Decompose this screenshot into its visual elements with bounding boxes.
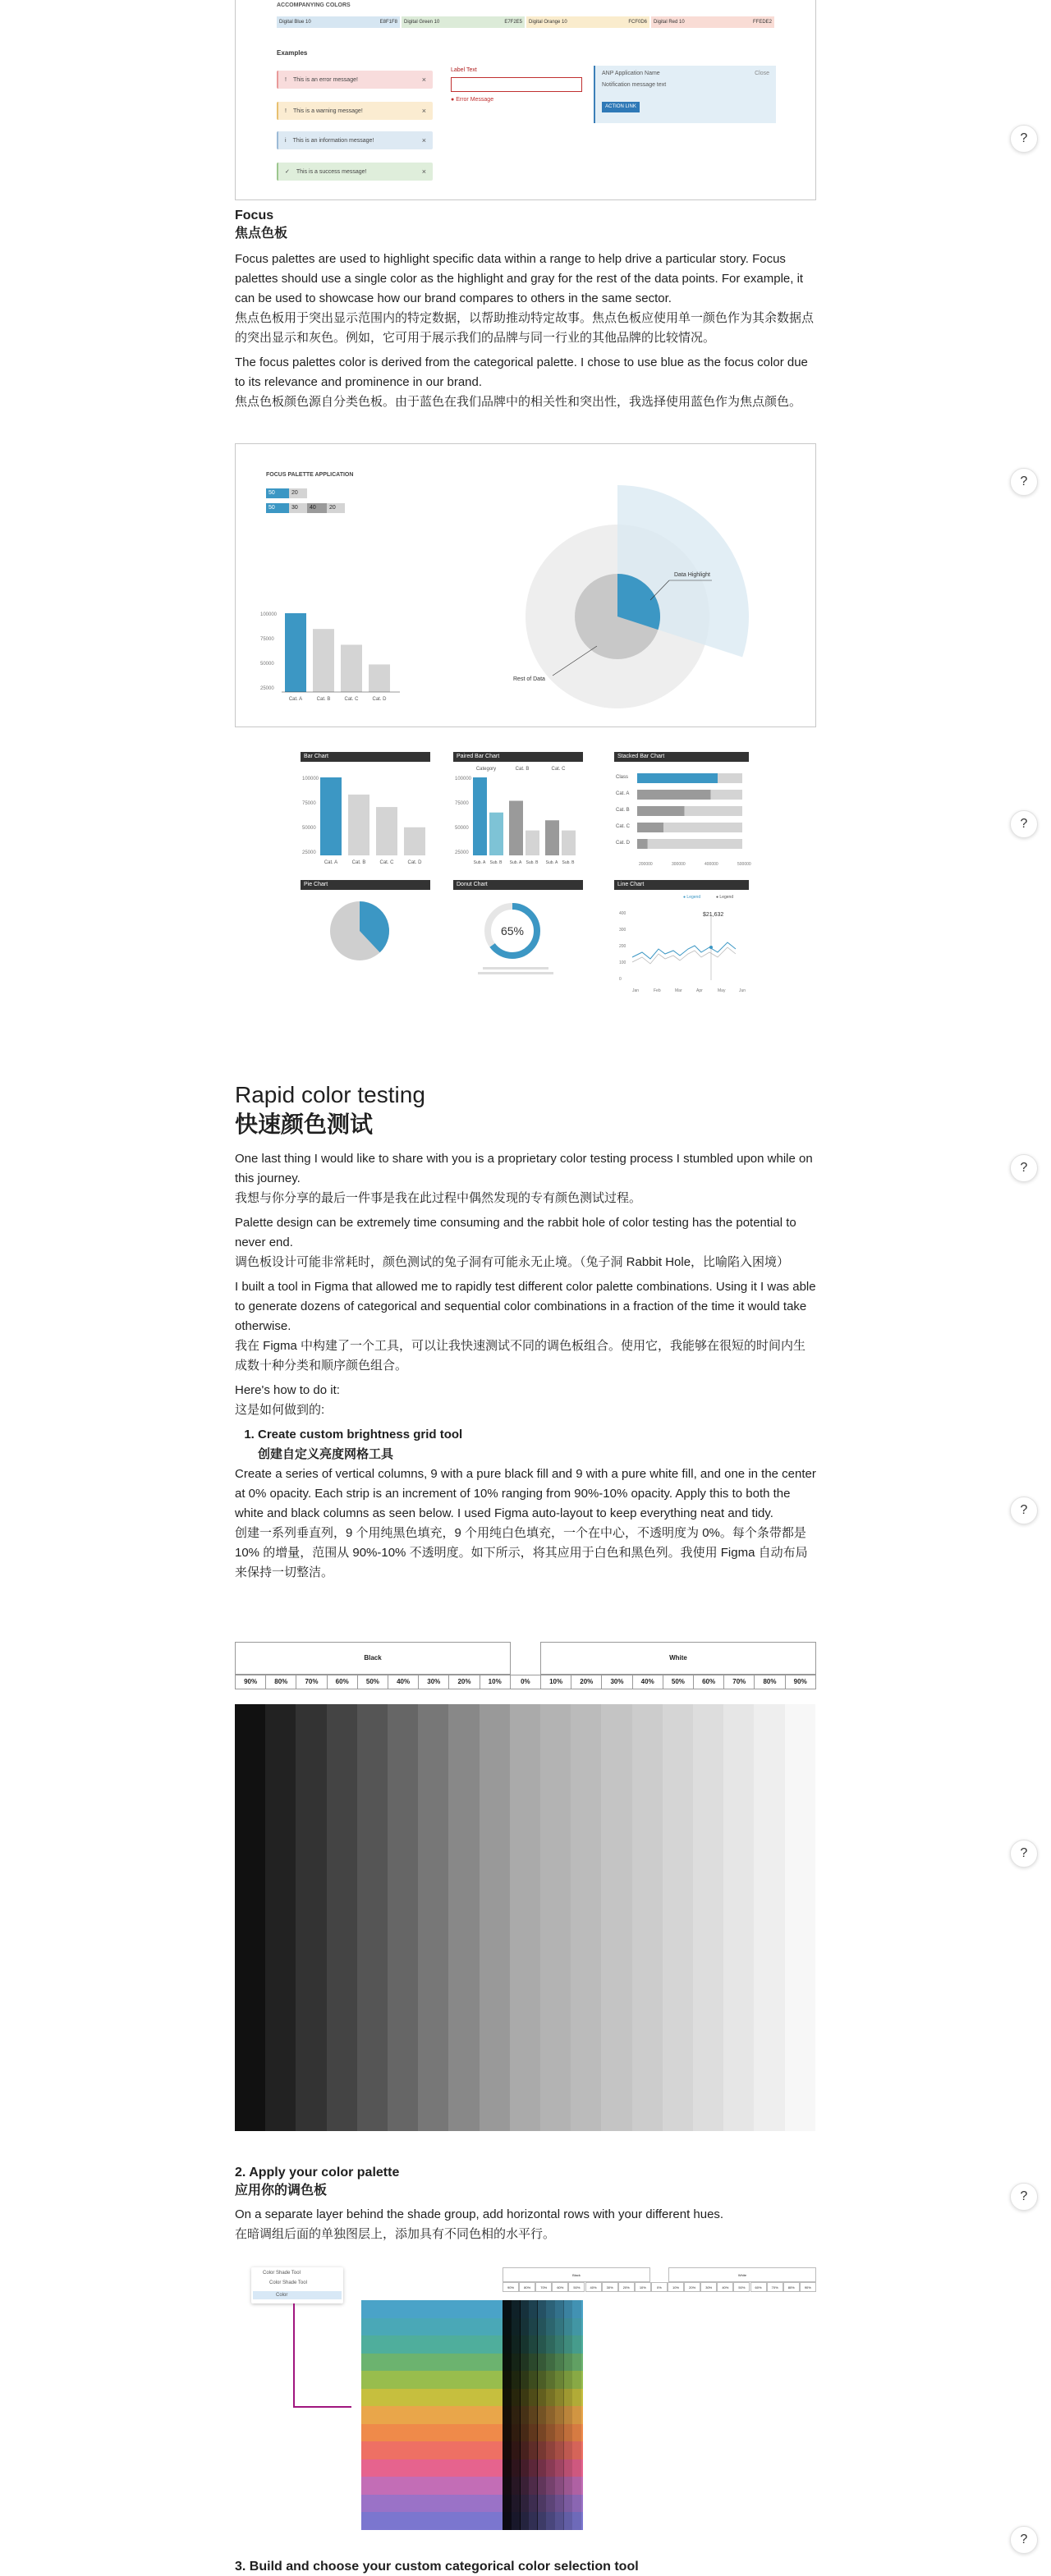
- y-tick-label: 100000: [302, 777, 319, 782]
- swatch-hex: FFEDE2: [752, 20, 772, 25]
- mini-paired-chart: [453, 763, 585, 870]
- opacity-column-header: 30%: [602, 2282, 618, 2292]
- shade-overlay: [503, 2300, 512, 2530]
- text-input-error[interactable]: [451, 77, 582, 92]
- bar: [637, 839, 648, 849]
- shade-overlay: [512, 2300, 521, 2530]
- accompanying-colors-title: ACCOMPANYING COLORS: [277, 2, 351, 8]
- focus-p1-en: Focus palettes are used to highlight specific data within a range to help drive a particular story. Focus palettes should use a single color as the highlight and gray for the rest of the data points. For example, it can be used to showcase how our brand compares to others in the same sector.: [235, 252, 804, 305]
- focus-p1-zh: 焦点色板用于突出显示范围内的特定数据，以帮助推动特定故事。焦点色板应使用单一颜色作为其余数据点的突出显示和灰色。例如，它可用于展示我们的品牌与同一行业的其他品牌的比较情况。: [235, 311, 815, 345]
- opacity-column-header: 30%: [700, 2282, 717, 2292]
- opacity-column-header: 70%: [535, 2282, 552, 2292]
- help-button[interactable]: ?: [1010, 125, 1038, 153]
- shade-overlay: [555, 2300, 564, 2530]
- y-tick-label: 75000: [260, 637, 274, 642]
- x-tick-label: May: [718, 988, 726, 993]
- shade-overlay: [529, 2300, 538, 2530]
- opacity-strip: [480, 1704, 511, 2131]
- bar: [526, 831, 539, 855]
- bar: [376, 807, 397, 855]
- bar: [489, 813, 503, 855]
- focus-bar-2-a: 50: [266, 503, 289, 513]
- opacity-column-header: 50%: [733, 2282, 750, 2292]
- rapid-p6-zh: 在暗调组后面的单独图层上，添加具有不同色相的水平行。: [235, 2227, 556, 2241]
- alert-message: [277, 163, 433, 181]
- opacity-strip: [235, 1704, 266, 2131]
- opacity-strip: [418, 1704, 449, 2131]
- alert-text: This is a warning message!: [292, 108, 363, 114]
- close-icon[interactable]: ×: [421, 167, 426, 176]
- color-swatch: [277, 16, 400, 28]
- opacity-strip: [663, 1704, 694, 2131]
- opacity-column-header: 60%: [693, 1675, 724, 1689]
- caption-line: [478, 972, 553, 974]
- focus-title-zh: 焦点色板: [235, 227, 288, 241]
- opacity-column-header: 70%: [767, 2282, 783, 2292]
- palette-preview: [235, 2266, 816, 2533]
- bar-chart-title: Bar Chart: [301, 752, 430, 762]
- hue-rows: [361, 2300, 583, 2530]
- focus-p2-en: The focus palettes color is derived from the categorical palette. I chose to use blue as the focus color due to its relevance and prominence in our brand.: [235, 355, 808, 389]
- bar: [663, 823, 742, 832]
- step-1: [258, 1425, 816, 1464]
- opacity-column-header: 10%: [668, 2282, 684, 2292]
- close-icon[interactable]: ×: [421, 136, 426, 144]
- shade-overlay: [563, 2300, 572, 2530]
- y-tick-label: 25000: [455, 850, 469, 855]
- step3-section: [235, 2558, 816, 2576]
- alert-text: This is a success message!: [296, 168, 367, 175]
- x-tick-label: Cat. B: [316, 697, 331, 702]
- rapid-title-zh: 快速颜色测试: [235, 1112, 374, 1137]
- rapid-p5-en: Create a series of vertical columns, 9 with a pure black fill and 9 with a pure white fill, and one in the center at 0% opacity. Each strip is an increment of 10% ranging from 90%-10% opacity. Apply this to both the white and black columns as seen below. I used Figma auto-layout to keep everything neat and tidy.: [235, 1467, 816, 1520]
- opacity-column-header: 50%: [663, 1675, 694, 1689]
- opacity-column-header: 90%: [785, 1675, 816, 1689]
- opacity-column-header: 80%: [519, 2282, 535, 2292]
- opacity-column-header: 30%: [601, 1675, 632, 1689]
- caption-line: [483, 967, 548, 969]
- notification-panel: [594, 66, 776, 123]
- opacity-column-header: 0%: [651, 2282, 668, 2292]
- layer-1[interactable]: Color Shade Tool: [269, 2280, 307, 2285]
- x-tick-label: Sub. B: [562, 860, 575, 865]
- x-tick-label: Cat. C: [379, 860, 394, 865]
- brightness-grid: [235, 1642, 816, 2131]
- x-tick-label: Sub. B: [526, 860, 539, 865]
- y-tick-label: Cat. B: [616, 808, 630, 813]
- group-label: Category: [475, 767, 497, 772]
- opacity-column-header: 70%: [723, 1675, 755, 1689]
- step2-section: [235, 2164, 816, 2249]
- focus-application-frame: [235, 443, 816, 727]
- shade-overlay: [572, 2300, 581, 2530]
- x-tick-label: Cat. A: [324, 860, 338, 865]
- y-tick-label: 50000: [302, 826, 316, 831]
- opacity-strip: [296, 1704, 327, 2131]
- focus-title-en: Focus: [235, 209, 274, 222]
- error-message-text: Error Message: [456, 97, 494, 103]
- y-tick-label: 75000: [302, 801, 316, 806]
- opacity-column-header: 60%: [750, 2282, 767, 2292]
- opacity-strip: [601, 1704, 632, 2131]
- help-button[interactable]: ?: [1010, 1840, 1038, 1868]
- x-tick-label: Sub. A: [509, 860, 522, 865]
- opacity-strip: [388, 1704, 419, 2131]
- bar: [637, 790, 711, 800]
- opacity-strip: [540, 1704, 571, 2131]
- opacity-column-header: 10%: [635, 2282, 651, 2292]
- y-tick-label: 300: [619, 928, 626, 933]
- color-swatch: [651, 16, 774, 28]
- mini-line-chart: [614, 892, 754, 998]
- black-group-label: Black: [235, 1642, 511, 1675]
- x-tick-label: Sub. A: [473, 860, 486, 865]
- focus-app-title: FOCUS PALETTE APPLICATION: [266, 472, 354, 478]
- rapid-p2-en: Palette design can be extremely time consuming and the rabbit hole of color testing has the potential to never end.: [235, 1216, 796, 1249]
- step-1-en: Create custom brightness grid tool: [258, 1428, 463, 1442]
- step-1-zh: 创建自定义亮度网格工具: [258, 1447, 394, 1461]
- mini-bar-chart: [301, 763, 432, 870]
- error-icon: ●: [451, 97, 455, 103]
- rapid-p6-en: On a separate layer behind the shade group, add horizontal rows with your different hues.: [235, 2207, 724, 2221]
- bar: [285, 613, 306, 692]
- color-swatch: [402, 16, 525, 28]
- x-tick-label: Feb: [654, 988, 661, 993]
- alert-text: This is an information message!: [292, 137, 374, 144]
- x-tick-label: Apr: [696, 988, 703, 993]
- x-tick-label: Cat. D: [407, 860, 422, 865]
- alert-icon: !: [285, 76, 287, 83]
- swatch-name: Digital Red 10: [654, 20, 685, 25]
- bar: [404, 827, 425, 855]
- help-button[interactable]: ?: [1010, 810, 1038, 838]
- opacity-column-header: 20%: [618, 2282, 635, 2292]
- y-tick-label: Cat. D: [616, 841, 631, 846]
- examples-title: Examples: [277, 49, 308, 57]
- ui-kit-frame: [235, 0, 816, 200]
- focus-bar-1-a: 50: [266, 488, 289, 498]
- x-tick-label: Jan: [632, 988, 640, 993]
- swatch-name: Digital Blue 10: [279, 20, 311, 25]
- opacity-strip: [754, 1704, 785, 2131]
- focus-bar-chart: [260, 592, 425, 707]
- layer-0[interactable]: Color Shade Tool: [263, 2271, 301, 2276]
- y-tick-label: 0: [619, 977, 622, 982]
- step3-title: 3. Build and choose your custom categorical color selection tool: [235, 2560, 639, 2574]
- rapid-p3-en: I built a tool in Figma that allowed me to rapidly test different color palette combinations. Using it I was able to generate dozens of categorical and sequential color combinations in a fraction of the time it would take otherwise.: [235, 1280, 816, 1333]
- close-icon[interactable]: ×: [421, 107, 426, 115]
- rest-of-data-label: Rest of Data: [513, 676, 545, 682]
- opacity-strip: [510, 1704, 541, 2131]
- alert-message: [277, 71, 433, 89]
- data-point: [709, 946, 713, 949]
- focus-bar-2: [266, 503, 345, 513]
- opacity-strip: [327, 1704, 358, 2131]
- opacity-column-header: 90%: [800, 2282, 816, 2292]
- opacity-column-header: 60%: [327, 1675, 358, 1689]
- help-button[interactable]: ?: [1010, 1497, 1038, 1524]
- help-button[interactable]: ?: [1010, 468, 1038, 496]
- opacity-column-header: 40%: [388, 1675, 419, 1689]
- help-button[interactable]: ?: [1010, 2526, 1038, 2554]
- rapid-p5-zh: 创建一系列垂直列，9 个用纯黑色填充，9 个用纯白色填充，一个在中心，不透明度为 0%。每个条带都是 10% 的增量，范围从 90%-10% 不透明度。如下所示，将其应用于白色和黑色列。我使用 Figma 自动布局来保持一切整洁。: [235, 1526, 808, 1579]
- mini-stacked-chart: [614, 763, 754, 870]
- opacity-column-header: 80%: [783, 2282, 800, 2292]
- close-link[interactable]: Close: [755, 71, 769, 76]
- legend-item: ● Legend: [716, 895, 734, 900]
- x-tick-label: 200000: [639, 862, 653, 867]
- bar: [718, 773, 742, 783]
- x-tick-label: Mar: [675, 988, 682, 993]
- group-label: Cat. B: [515, 767, 530, 772]
- opacity-column-header: 90%: [503, 2282, 519, 2292]
- opacity-strip: [357, 1704, 388, 2131]
- stacked-chart-title: Stacked Bar Chart: [614, 752, 749, 762]
- bar: [637, 773, 718, 783]
- swatch-hex: E8F1F8: [379, 20, 397, 25]
- x-tick-label: Cat. B: [351, 860, 366, 865]
- close-icon[interactable]: ×: [421, 76, 426, 84]
- alert-icon: i: [285, 137, 287, 144]
- opacity-strip: [785, 1704, 816, 2131]
- shade-overlay: [546, 2300, 555, 2530]
- opacity-strip: [693, 1704, 724, 2131]
- bar: [637, 806, 685, 816]
- focus-bar-2-b: 30: [289, 503, 307, 513]
- y-tick-label: Cat. C: [616, 824, 631, 829]
- opacity-column-header: 70%: [296, 1675, 327, 1689]
- x-tick-label: Sub. B: [489, 860, 503, 865]
- opacity-column-header: 50%: [568, 2282, 585, 2292]
- help-button[interactable]: ?: [1010, 2183, 1038, 2211]
- error-message: [451, 97, 493, 103]
- opacity-column-header: 20%: [684, 2282, 700, 2292]
- y-tick-label: 100: [619, 960, 626, 965]
- layer-2[interactable]: Color: [253, 2291, 342, 2299]
- pie-chart-title: Pie Chart: [301, 880, 430, 890]
- paired-chart-title: Paired Bar Chart: [453, 752, 583, 762]
- swatch-name: Digital Green 10: [404, 20, 440, 25]
- y-tick-label: Cat. A: [616, 791, 630, 796]
- y-tick-label: 50000: [455, 826, 469, 831]
- focus-section: [235, 207, 816, 417]
- focus-bar-1-b: 20: [289, 488, 307, 498]
- opacity-column-header: 10%: [480, 1675, 511, 1689]
- bar: [369, 664, 390, 692]
- alert-text: This is an error message!: [292, 76, 358, 83]
- app-name: ANP Application Name: [602, 71, 660, 76]
- swatch-row: [277, 16, 776, 28]
- x-tick-label: Jun: [739, 988, 746, 993]
- bar: [313, 629, 334, 692]
- bar: [509, 801, 523, 856]
- rapid-title-en: Rapid color testing: [235, 1082, 425, 1107]
- alert-message: [277, 131, 433, 149]
- color-swatch: [526, 16, 649, 28]
- rapid-p3-zh: 我在 Figma 中构建了一个工具，可以让我快速测试不同的调色板组合。使用它，我能够在很短的时间内生成数十种分类和顺序颜色组合。: [235, 1339, 806, 1373]
- y-tick-label: 50000: [260, 662, 274, 667]
- rapid-p4-zh: 这是如何做到的:: [235, 1403, 325, 1417]
- opacity-column-header: 80%: [754, 1675, 785, 1689]
- bar: [711, 790, 742, 800]
- help-button[interactable]: ?: [1010, 1154, 1038, 1182]
- opacity-strip: [265, 1704, 296, 2131]
- x-tick-label: 300000: [672, 862, 686, 867]
- bar: [637, 823, 663, 832]
- group-label: Cat. C: [551, 767, 566, 772]
- data-highlight-label: Data Highlight: [674, 572, 710, 578]
- opacity-column-header: 40%: [632, 1675, 663, 1689]
- y-tick-label: 100000: [455, 777, 472, 782]
- x-tick-label: Cat. A: [288, 697, 303, 702]
- alert-icon: ✓: [285, 169, 290, 175]
- rapid-p1-zh: 我想与你分享的最后一件事是我在此过程中偶然发现的专有颜色测试过程。: [235, 1191, 642, 1205]
- layers-panel: [251, 2267, 343, 2303]
- opacity-strip: [723, 1704, 755, 2131]
- rapid-p2-zh: 调色板设计可能非常耗时，颜色测试的兔子洞有可能永无止境。（兔子洞 Rabbit Hole，比喻陷入困境）: [235, 1255, 790, 1269]
- line-chart-title: Line Chart: [614, 880, 749, 890]
- mini-pie-chart: [301, 892, 432, 982]
- bar: [545, 820, 559, 855]
- y-tick-label: 200: [619, 944, 626, 949]
- y-tick-label: 25000: [260, 686, 274, 691]
- opacity-column-header: 30%: [418, 1675, 449, 1689]
- white-group-label: White: [668, 2267, 816, 2282]
- opacity-column-header: 40%: [585, 2282, 602, 2292]
- opacity-column-header: 20%: [571, 1675, 602, 1689]
- focus-bar-2-c: 40: [307, 503, 327, 513]
- step2-title-en: 2. Apply your color palette: [235, 2166, 400, 2180]
- x-tick-label: 500000: [737, 862, 751, 867]
- opacity-strip: [448, 1704, 480, 2131]
- black-group-label: Black: [503, 2267, 650, 2282]
- steps-list: [235, 1425, 816, 1464]
- opacity-column-header: 80%: [265, 1675, 296, 1689]
- y-tick-label: 25000: [302, 850, 316, 855]
- label-text: Label Text: [451, 67, 477, 73]
- opacity-strip: [571, 1704, 602, 2131]
- bar: [348, 795, 369, 855]
- legend-item: ● Legend: [683, 895, 701, 900]
- rapid-p1-en: One last thing I would like to share with you is a proprietary color testing process I stumbled upon while on this journey.: [235, 1152, 813, 1185]
- x-tick-label: Sub. A: [545, 860, 558, 865]
- alert-icon: !: [285, 108, 287, 114]
- notification-text: Notification message text: [602, 82, 667, 88]
- mini-grid-header: [503, 2267, 816, 2300]
- opacity-column-header: 60%: [552, 2282, 568, 2292]
- y-tick-label: 100000: [260, 612, 278, 617]
- bar: [648, 839, 742, 849]
- action-link-button[interactable]: ACTION LINK: [602, 102, 640, 112]
- white-group-label: White: [540, 1642, 816, 1675]
- shade-overlay: [520, 2300, 529, 2530]
- opacity-column-header: 20%: [448, 1675, 480, 1689]
- y-tick-label: 75000: [455, 801, 469, 806]
- rapid-section: [235, 1080, 816, 1588]
- bar: [320, 777, 342, 855]
- focus-pie-chart: [513, 461, 786, 707]
- bar: [562, 831, 576, 855]
- rapid-p4-en: Here's how to do it:: [235, 1383, 340, 1397]
- opacity-column-header: 0%: [510, 1675, 541, 1689]
- opacity-column-header: 10%: [540, 1675, 571, 1689]
- alert-message: [277, 102, 433, 120]
- opacity-column-header: 50%: [357, 1675, 388, 1689]
- bar: [341, 644, 362, 692]
- opacity-column-header: 40%: [717, 2282, 733, 2292]
- y-tick-label: Class: [616, 775, 629, 780]
- opacity-strip: [632, 1704, 663, 2131]
- tooltip-value: $21,632: [703, 912, 724, 918]
- series-line: [632, 942, 736, 959]
- swatch-name: Digital Orange 10: [529, 20, 567, 25]
- swatch-hex: FCF0D6: [628, 20, 647, 25]
- x-tick-label: Cat. C: [344, 697, 359, 702]
- x-tick-label: 400000: [704, 862, 718, 867]
- step2-title-zh: 应用你的调色板: [235, 2184, 328, 2198]
- opacity-column-header: 90%: [235, 1675, 266, 1689]
- y-tick-label: 400: [619, 911, 626, 916]
- x-tick-label: Cat. D: [372, 697, 387, 702]
- focus-bar-1: [266, 488, 307, 498]
- focus-bar-2-d: 20: [327, 503, 345, 513]
- layer-connector: [292, 2303, 358, 2435]
- donut-chart-title: Donut Chart: [453, 880, 583, 890]
- focus-p2-zh: 焦点色板颜色源自分类色板。由于蓝色在我们品牌中的相关性和突出性，我选择使用蓝色作为焦点颜色。: [235, 395, 802, 409]
- bar: [685, 806, 742, 816]
- swatch-hex: E7F2E5: [504, 20, 522, 25]
- shade-overlay: [581, 2300, 590, 2530]
- mini-charts-gallery: [301, 752, 760, 998]
- donut-value-label: 65%: [500, 924, 525, 937]
- shade-overlay: [537, 2300, 546, 2530]
- mini-donut-chart: [453, 892, 585, 982]
- bar: [473, 777, 487, 855]
